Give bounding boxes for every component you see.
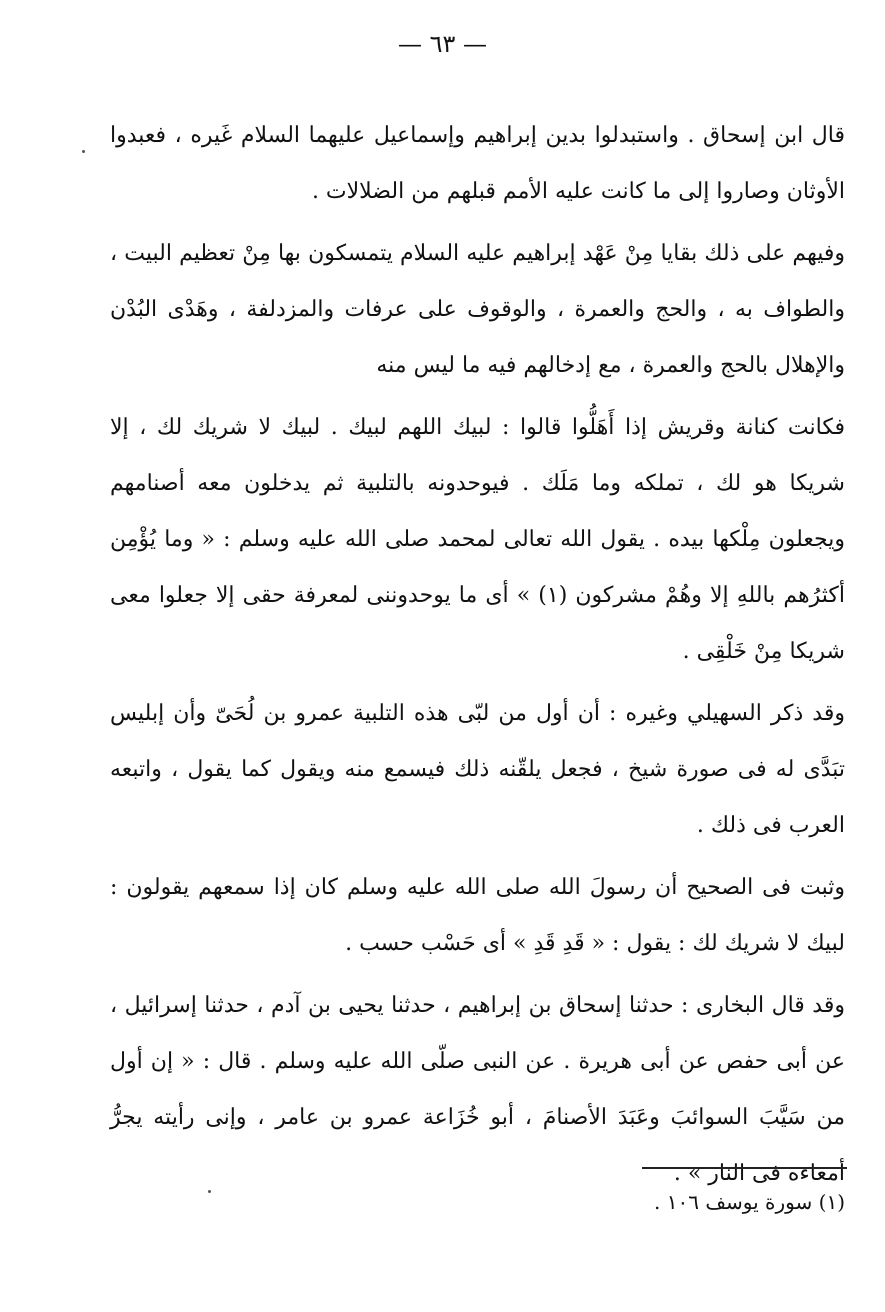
footnote: (١) سورة يوسف ١٠٦ . <box>654 1190 845 1214</box>
scan-speck <box>208 1190 211 1193</box>
scan-speck <box>82 150 85 153</box>
paragraph-6: وقد قال البخارى : حدثنا إسحاق بن إبراهيم ، حدثنا يحيى بن آدم ، حدثنا إسرائيل ، عن أبى حفص عن أبى هريرة . عن النبى صلّى الله عليه وسلم . قال : « إن أول من سَيَّبَ السوائبَ وعَبَدَ الأصنامَ ، أبو خُزَاعة عمرو بن عامر ، وإنى رأيته يجرُّ أمعاءه فى النار » . <box>110 993 845 1186</box>
paragraph-3: فكانت كنانة وقريش إذا أَهَلُّوا قالوا : لبيك اللهم لبيك . لبيك لا شريك لك ، إلا شريكا هو لك ، تملكه وما مَلَك . فيوحدونه بالتلبية ثم يدخلون معه أصنامهم ويجعلون مِلْكها بيده . يقول الله تعالى لمحمد صلى الله عليه وسلم : « وما يُؤْمِن أكثرُهم باللهِ إلا وهُمْ مشركون (١) » أى ما يوحدوننى لمعرفة حقى إلا جعلوا معى شريكا مِنْ خَلْقِى . <box>110 415 845 664</box>
paragraph-2: وفيهم على ذلك بقايا مِنْ عَهْد إبراهيم عليه السلام يتمسكون بها مِنْ تعظيم البيت ، والطواف به ، والحج والعمرة ، والوقوف على عرفات والمزدلفة ، وهَدْى البُدْن والإهلال بالحج والعمرة ، مع إدخالهم فيه ما ليس منه <box>110 241 845 378</box>
paragraph-5: وثبت فى الصحيح أن رسولَ الله صلى الله عليه وسلم كان إذا سمعهم يقولون : لبيك لا شريك لك : يقول : « قَدِ قَدِ » أى حَسْب حسب . <box>110 875 845 956</box>
footnote-divider <box>642 1167 847 1169</box>
page-number: — ٦٣ — <box>397 30 488 58</box>
main-text <box>110 108 845 1208</box>
paragraph-4: وقد ذكر السهيلي وغيره : أن أول من لبّى هذه التلبية عمرو بن لُحَىّ وأن إبليس تبَدَّى له فى صورة شيخ ، فجعل يلقّنه ذلك فيسمع منه ويقول كما يقول ، واتبعه العرب فى ذلك . <box>110 701 845 838</box>
paragraph-1: قال ابن إسحاق . واستبدلوا بدين إبراهيم وإسماعيل عليهما السلام غَيره ، فعبدوا الأوثان وصاروا إلى ما كانت عليه الأمم قبلهم من الضلالات . <box>110 123 845 204</box>
